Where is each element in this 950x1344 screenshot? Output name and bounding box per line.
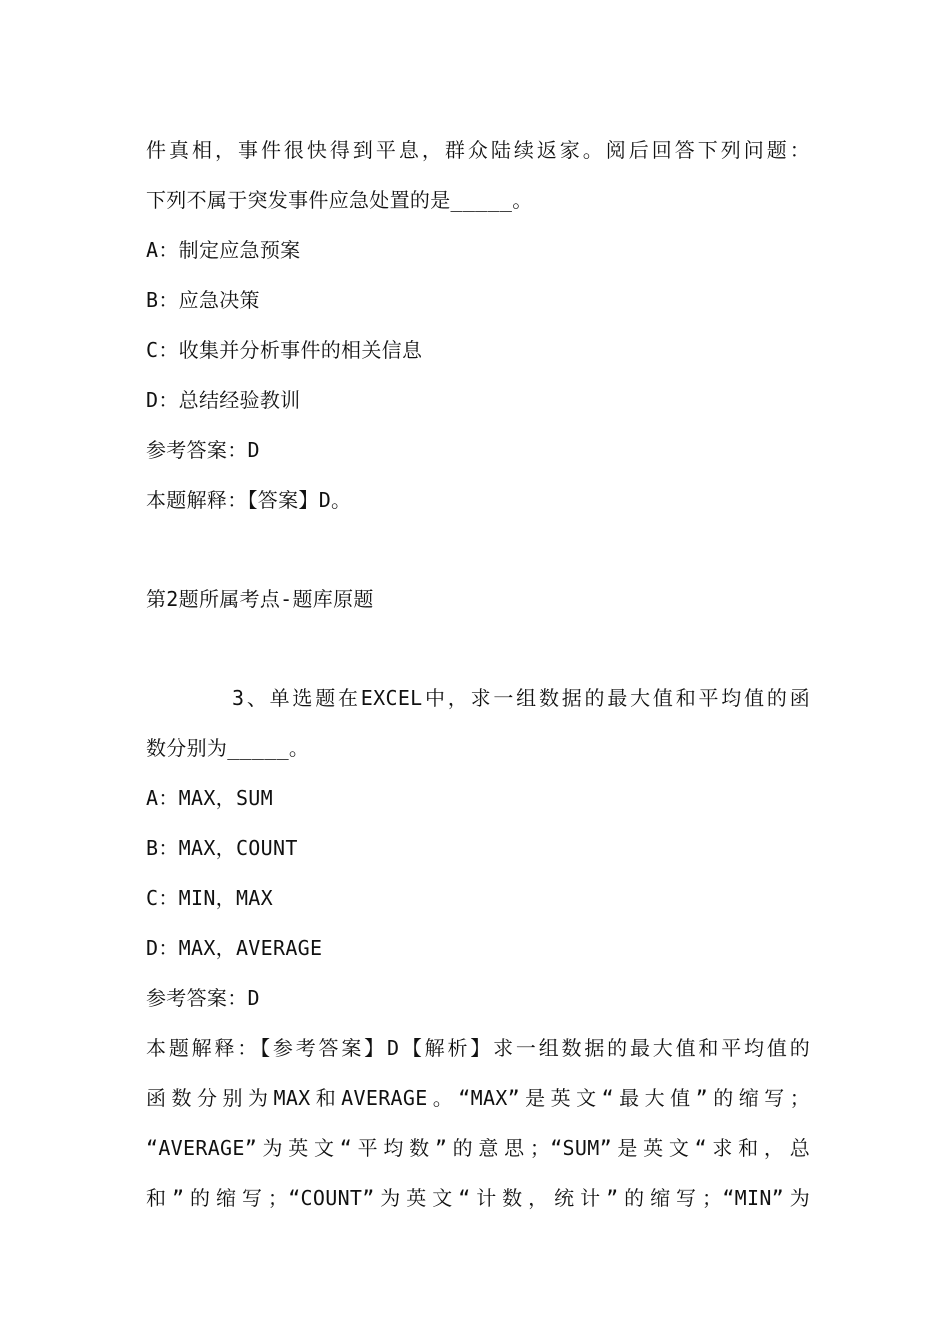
q1-explanation: 本题解释：【答案】D。 [146,488,352,512]
q1-answer: 参考答案：D [146,438,260,462]
q2-topic-tag: 第2题所属考点-题库原题 [146,587,374,611]
q3-stem-line-2: 数分别为_____。 [146,736,310,760]
q3-option-d: D：MAX，AVERAGE [146,936,323,960]
q3-stem-line-1: 3、单选题在EXCEL中，求一组数据的最大值和平均值的函 [232,686,810,710]
q3-explanation-line-1: 本题解释：【参考答案】D【解析】求一组数据的最大值和平均值的 [146,1036,810,1060]
q3-option-a: A：MAX，SUM [146,786,273,810]
q1-option-b: B：应急决策 [146,288,260,312]
q1-option-a: A：制定应急预案 [146,238,301,262]
q3-explanation-line-3: “AVERAGE”为英文“平均数”的意思；“SUM”是英文“求和，总 [146,1136,810,1160]
q3-explanation-line-4: 和”的缩写；“COUNT”为英文“计数，统计”的缩写；“MIN”为 [146,1186,810,1210]
q3-answer: 参考答案：D [146,986,260,1010]
q1-option-d: D：总结经验教训 [146,388,301,412]
q3-explanation-line-2: 函数分别为MAX和AVERAGE。“MAX”是英文“最大值”的缩写； [146,1086,810,1110]
q3-option-b: B：MAX，COUNT [146,836,298,860]
q1-stem-line-2: 下列不属于突发事件应急处置的是_____。 [146,188,533,212]
q1-stem-line-1: 件真相，事件很快得到平息，群众陆续返家。阅后回答下列问题： [146,138,810,162]
q3-option-c: C：MIN，MAX [146,886,273,910]
q1-option-c: C：收集并分析事件的相关信息 [146,338,423,362]
